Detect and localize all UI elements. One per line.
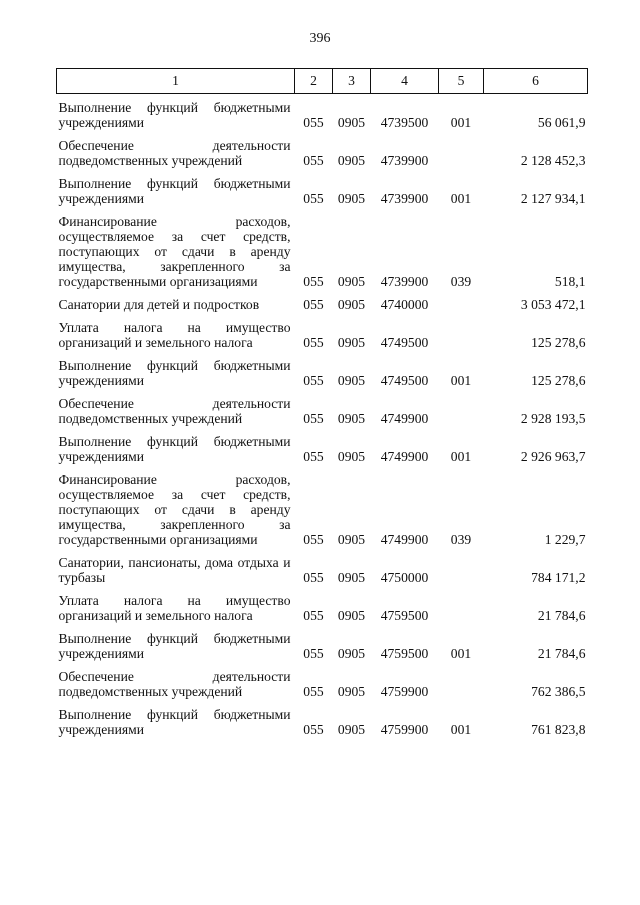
row-col5 — [439, 661, 484, 699]
row-col5: 001 — [450, 115, 472, 130]
row-amount: 2 926 963,7 — [520, 449, 586, 464]
row-col2: 055 — [303, 153, 324, 168]
row-col2: 055 — [303, 373, 324, 388]
row-col5 — [439, 130, 484, 168]
row-name: Выполнение функций бюджетными учреждениями — [58, 100, 291, 130]
row-col3: 0905 — [337, 115, 366, 130]
row-col5: 001 — [450, 191, 472, 206]
row-name: Финансирование расходов, осуществляемое за счет средств, поступающих от сдачи в аренду имущества, закрепленного за государственными организациями — [58, 472, 291, 547]
row-col5: 039 — [450, 532, 472, 547]
table-row — [57, 130, 588, 168]
table-body — [57, 94, 588, 738]
row-col4: 4759500 — [380, 608, 429, 623]
row-name: Обеспечение деятельности подведомственных учреждений — [58, 138, 291, 168]
row-col5 — [439, 585, 484, 623]
row-amount: 761 823,8 — [531, 722, 586, 737]
table-header — [57, 69, 588, 94]
row-name: Выполнение функций бюджетными учреждениями — [58, 707, 291, 737]
row-name: Уплата налога на имущество организаций и земельного налога — [58, 593, 291, 623]
row-col5: 001 — [450, 449, 472, 464]
row-amount: 2 928 193,5 — [520, 411, 586, 426]
row-col2: 055 — [303, 191, 324, 206]
row-col3: 0905 — [337, 411, 366, 426]
row-name: Выполнение функций бюджетными учреждениями — [58, 358, 291, 388]
row-col5 — [439, 289, 484, 312]
table-row — [57, 388, 588, 426]
row-amount: 762 386,5 — [531, 684, 586, 699]
row-col3: 0905 — [337, 532, 366, 547]
table-row — [57, 547, 588, 585]
row-col2: 055 — [303, 115, 324, 130]
table-row — [57, 699, 588, 737]
row-col3: 0905 — [337, 570, 366, 585]
row-col4: 4739900 — [380, 191, 429, 206]
column-header: 1 — [57, 69, 295, 94]
table-row — [57, 350, 588, 388]
row-col4: 4759900 — [380, 684, 429, 699]
row-name: Выполнение функций бюджетными учреждениями — [58, 631, 291, 661]
column-header: 4 — [371, 69, 439, 94]
row-col2: 055 — [303, 335, 324, 350]
row-amount: 784 171,2 — [531, 570, 586, 585]
row-col2: 055 — [303, 608, 324, 623]
row-col5: 001 — [450, 722, 472, 737]
row-amount: 2 128 452,3 — [520, 153, 586, 168]
row-col2: 055 — [303, 449, 324, 464]
row-col5 — [439, 312, 484, 350]
row-col4: 4749900 — [380, 411, 429, 426]
row-amount: 125 278,6 — [531, 335, 586, 350]
row-col3: 0905 — [337, 684, 366, 699]
row-col3: 0905 — [337, 297, 366, 312]
row-col2: 055 — [303, 684, 324, 699]
table-row — [57, 623, 588, 661]
row-col2: 055 — [303, 570, 324, 585]
row-col4: 4739500 — [380, 115, 429, 130]
row-col2: 055 — [303, 646, 324, 661]
row-amount: 56 061,9 — [537, 115, 586, 130]
row-col4: 4749500 — [380, 335, 429, 350]
row-amount: 21 784,6 — [537, 646, 586, 661]
row-amount: 21 784,6 — [537, 608, 586, 623]
row-col5: 039 — [450, 274, 472, 289]
column-header: 5 — [439, 69, 484, 94]
row-col4: 4749900 — [380, 532, 429, 547]
page-number: 396 — [309, 31, 331, 46]
row-col3: 0905 — [337, 449, 366, 464]
row-name: Выполнение функций бюджетными учреждениями — [58, 176, 291, 206]
row-name: Обеспечение деятельности подведомственных учреждений — [58, 669, 291, 699]
column-header: 3 — [333, 69, 371, 94]
row-col5 — [439, 388, 484, 426]
table-row — [57, 426, 588, 464]
row-name: Финансирование расходов, осуществляемое за счет средств, поступающих от сдачи в аренду имущества, закрепленного за государственными организациями — [58, 214, 291, 289]
row-col2: 055 — [303, 274, 324, 289]
row-col2: 055 — [303, 532, 324, 547]
row-name: Уплата налога на имущество организаций и земельного налога — [58, 320, 291, 350]
row-col3: 0905 — [337, 722, 366, 737]
row-name: Обеспечение деятельности подведомственных учреждений — [58, 396, 291, 426]
row-name: Санатории, пансионаты, дома отдыха и турбазы — [58, 555, 291, 585]
row-amount: 518,1 — [554, 274, 586, 289]
row-col4: 4740000 — [380, 297, 429, 312]
row-col4: 4759500 — [380, 646, 429, 661]
column-header: 6 — [484, 69, 588, 94]
row-col4: 4749900 — [380, 449, 429, 464]
row-col2: 055 — [303, 297, 324, 312]
table-row — [57, 94, 588, 131]
row-amount: 3 053 472,1 — [520, 297, 586, 312]
row-col5: 001 — [450, 373, 472, 388]
row-col4: 4739900 — [380, 274, 429, 289]
column-header: 2 — [295, 69, 333, 94]
row-name: Выполнение функций бюджетными учреждениями — [58, 434, 291, 464]
row-col4: 4750000 — [380, 570, 429, 585]
table-row — [57, 206, 588, 289]
row-col3: 0905 — [337, 335, 366, 350]
row-col2: 055 — [303, 722, 324, 737]
row-col3: 0905 — [337, 608, 366, 623]
budget-table — [56, 68, 588, 737]
row-col2: 055 — [303, 411, 324, 426]
row-col3: 0905 — [337, 153, 366, 168]
row-col4: 4739900 — [380, 153, 429, 168]
row-amount: 2 127 934,1 — [520, 191, 586, 206]
table-row — [57, 312, 588, 350]
row-col5 — [439, 547, 484, 585]
row-col3: 0905 — [337, 373, 366, 388]
table-row — [57, 464, 588, 547]
row-name: Санатории для детей и подростков — [58, 297, 260, 312]
row-col4: 4749500 — [380, 373, 429, 388]
table-row — [57, 168, 588, 206]
row-col4: 4759900 — [380, 722, 429, 737]
row-col3: 0905 — [337, 274, 366, 289]
table-row — [57, 289, 588, 312]
row-col3: 0905 — [337, 646, 366, 661]
row-col5: 001 — [450, 646, 472, 661]
row-amount: 125 278,6 — [531, 373, 586, 388]
table-row — [57, 661, 588, 699]
row-col3: 0905 — [337, 191, 366, 206]
row-amount: 1 229,7 — [544, 532, 586, 547]
table-row — [57, 585, 588, 623]
